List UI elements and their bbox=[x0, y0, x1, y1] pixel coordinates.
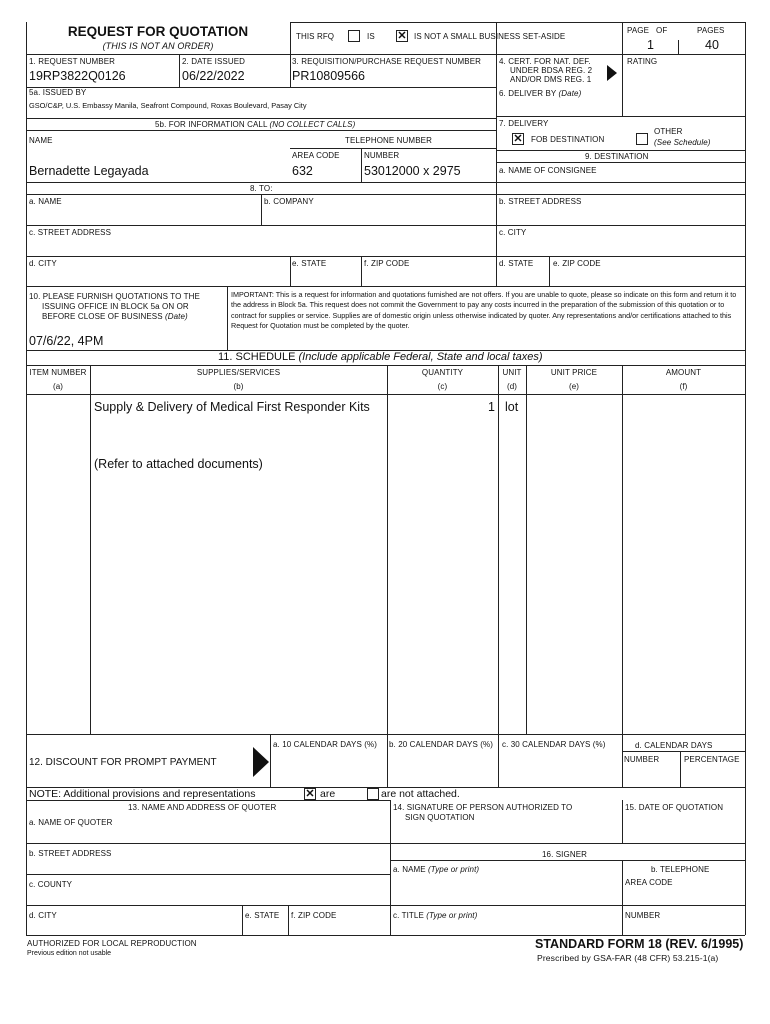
page-number: 1 bbox=[647, 38, 654, 52]
col-amount-sub: (f) bbox=[679, 382, 688, 391]
note-text: NOTE: Additional provisions and representations bbox=[29, 788, 256, 800]
fob-destination-checkbox[interactable]: ✕ bbox=[513, 133, 523, 145]
discount-percentage-label: PERCENTAGE bbox=[684, 755, 740, 764]
footer-authorized: AUTHORIZED FOR LOCAL REPRODUCTION bbox=[27, 939, 197, 948]
is-label: IS bbox=[367, 32, 375, 41]
cert-arrow-icon bbox=[607, 65, 617, 81]
col-unit-price: UNIT PRICE bbox=[550, 368, 598, 377]
signer-number-label: NUMBER bbox=[625, 911, 661, 920]
col-quantity-sub: (c) bbox=[437, 382, 448, 391]
signer-area-code-label: AREA CODE bbox=[625, 878, 673, 887]
to-company-label: b. COMPANY bbox=[264, 197, 314, 206]
request-number-field[interactable]: 19RP3822Q0126 bbox=[29, 69, 126, 83]
col-quantity: QUANTITY bbox=[421, 368, 464, 377]
rating-label: RATING bbox=[627, 57, 658, 66]
other-label: OTHER bbox=[654, 127, 683, 136]
consignee-label: a. NAME OF CONSIGNEE bbox=[499, 166, 597, 175]
to-state-label: e. STATE bbox=[292, 259, 327, 268]
provisions-not-attached-label: are not attached. bbox=[381, 788, 460, 800]
quoter-county-label: c. COUNTY bbox=[29, 880, 73, 889]
discount-label: 12. DISCOUNT FOR PROMPT PAYMENT bbox=[29, 757, 217, 768]
signer-title-label: c. TITLE (Type or print) bbox=[393, 911, 478, 920]
cert-label-3: AND/OR DMS REG. 1 bbox=[510, 75, 592, 84]
small-business-is-not-checkbox[interactable]: ✕ bbox=[397, 30, 407, 42]
provisions-are-label: are bbox=[320, 788, 336, 800]
destination-label: 9. DESTINATION bbox=[585, 152, 649, 161]
provisions-are-checkbox[interactable]: ✕ bbox=[305, 788, 315, 800]
area-code-label: AREA CODE bbox=[292, 151, 340, 160]
quoter-state-label: e. STATE bbox=[245, 911, 280, 920]
phone-number-field[interactable]: 53012000 x 2975 bbox=[364, 164, 461, 178]
discount-10-days: a. 10 CALENDAR DAYS (%) bbox=[273, 740, 377, 749]
issued-by-field[interactable]: GSO/C&P, U.S. Embassy Manila, Seafront Compound, Roxas Boulevard, Pasay City bbox=[29, 101, 307, 110]
cert-label-2: UNDER BDSA REG. 2 bbox=[510, 66, 593, 75]
to-city-label: d. CITY bbox=[29, 259, 57, 268]
small-business-is-checkbox[interactable] bbox=[348, 30, 360, 42]
form-title: REQUEST FOR QUOTATION bbox=[67, 24, 249, 39]
item-reference[interactable]: (Refer to attached documents) bbox=[94, 457, 263, 471]
pages-label: PAGES bbox=[697, 26, 725, 35]
schedule-title: 11. SCHEDULE (Include applicable Federal, State and local taxes) bbox=[218, 351, 543, 363]
discount-30-days: c. 30 CALENDAR DAYS (%) bbox=[502, 740, 606, 749]
destination-state-label: d. STATE bbox=[499, 259, 534, 268]
destination-city-label: c. CITY bbox=[499, 228, 527, 237]
col-supplies: SUPPLIES/SERVICES bbox=[196, 368, 281, 377]
quoter-zip-label: f. ZIP CODE bbox=[291, 911, 337, 920]
number-label: NUMBER bbox=[364, 151, 400, 160]
col-unit-sub: (d) bbox=[506, 382, 518, 391]
signer-label: 16. SIGNER bbox=[542, 850, 588, 859]
destination-street-label: b. STREET ADDRESS bbox=[499, 197, 582, 206]
important-notice: IMPORTANT: This is a request for information and quotations furnished are not offers. If you are unable to quote, please so indicate on this form and return it to the address in Block 5a. This request does not commit the Government to pay any costs incurred in the preparation of the submission of this quotation or to contract for supplies or service. Supplies are of domestic origin unless otherwise indicated by quoter. Any representations and/or certifications attached to this Request for Quotation must be completed by the quoter. bbox=[231, 290, 737, 330]
quoter-street-label: b. STREET ADDRESS bbox=[29, 849, 112, 858]
col-unit-price-sub: (e) bbox=[568, 382, 580, 391]
discount-arrow-icon bbox=[253, 747, 269, 777]
col-amount: AMOUNT bbox=[665, 368, 702, 377]
date-issued-label: 2. DATE ISSUED bbox=[182, 57, 246, 66]
col-item-number-sub: (a) bbox=[52, 382, 64, 391]
quotation-date-label: 15. DATE OF QUOTATION bbox=[625, 803, 724, 812]
item-quantity[interactable]: 1 bbox=[488, 400, 495, 414]
fob-destination-label: FOB DESTINATION bbox=[531, 135, 605, 144]
furnish-label-2: ISSUING OFFICE IN BLOCK 5a ON OR bbox=[42, 302, 189, 311]
item-unit[interactable]: lot bbox=[505, 400, 519, 414]
date-issued-field[interactable]: 06/22/2022 bbox=[182, 69, 245, 83]
this-rfq-label: THIS RFQ bbox=[296, 32, 335, 41]
discount-20-days: b. 20 CALENDAR DAYS (%) bbox=[389, 740, 493, 749]
prescribed-by: Prescribed by GSA-FAR (48 CFR) 53.215-1(a) bbox=[537, 953, 719, 963]
not-small-business-label: IS NOT A SMALL BUSINESS SET-ASIDE bbox=[414, 32, 566, 41]
quoter-city-label: d. CITY bbox=[29, 911, 57, 920]
to-zip-label: f. ZIP CODE bbox=[364, 259, 410, 268]
footer-previous-edition: Previous edition not usable bbox=[27, 950, 112, 957]
deliver-by-label: 6. DELIVER BY (Date) bbox=[499, 89, 582, 98]
contact-name-field[interactable]: Bernadette Legayada bbox=[29, 164, 149, 178]
request-number-label: 1. REQUEST NUMBER bbox=[29, 57, 116, 66]
provisions-not-attached-checkbox[interactable] bbox=[367, 788, 379, 800]
form-number: STANDARD FORM 18 (REV. 6/1995) bbox=[535, 937, 744, 951]
signer-telephone-label: b. TELEPHONE bbox=[651, 865, 710, 874]
furnish-label-1: 10. PLEASE FURNISH QUOTATIONS TO THE bbox=[29, 292, 200, 301]
form-subtitle: (THIS IS NOT AN ORDER) bbox=[102, 41, 214, 51]
to-street-label: c. STREET ADDRESS bbox=[29, 228, 112, 237]
quoter-name-label: a. NAME OF QUOTER bbox=[29, 818, 113, 827]
requisition-number-label: 3. REQUISITION/PURCHASE REQUEST NUMBER bbox=[292, 57, 482, 66]
col-item-number: ITEM NUMBER bbox=[29, 368, 87, 377]
see-schedule-label: (See Schedule) bbox=[654, 138, 711, 147]
to-label: 8. TO: bbox=[250, 184, 273, 193]
signature-label-1: 14. SIGNATURE OF PERSON AUTHORIZED TO bbox=[393, 803, 573, 812]
col-unit: UNIT bbox=[502, 368, 522, 377]
total-pages: 40 bbox=[705, 38, 719, 52]
item-description[interactable]: Supply & Delivery of Medical First Responder Kits bbox=[94, 400, 370, 414]
signature-label-2: SIGN QUOTATION bbox=[405, 813, 475, 822]
info-call-label: 5b. FOR INFORMATION CALL (NO COLLECT CALLS) bbox=[155, 120, 356, 129]
issued-by-label: 5a. ISSUED BY bbox=[29, 88, 87, 97]
discount-calendar-days: d. CALENDAR DAYS bbox=[635, 741, 713, 750]
requisition-number-field[interactable]: PR10809566 bbox=[292, 69, 365, 83]
area-code-field[interactable]: 632 bbox=[292, 164, 313, 178]
of-label: OF bbox=[656, 26, 668, 35]
telephone-label: TELEPHONE NUMBER bbox=[345, 136, 432, 145]
furnish-label-3: BEFORE CLOSE OF BUSINESS (Date) bbox=[42, 312, 188, 321]
quoter-address-label: 13. NAME AND ADDRESS OF QUOTER bbox=[128, 803, 277, 812]
signer-name-label: a. NAME (Type or print) bbox=[393, 865, 480, 874]
name-label: NAME bbox=[29, 136, 53, 145]
page-label: PAGE bbox=[627, 26, 650, 35]
destination-zip-label: e. ZIP CODE bbox=[553, 259, 601, 268]
cert-label-1: 4. CERT. FOR NAT. DEF. bbox=[499, 57, 591, 66]
quotation-due-date-field[interactable]: 07/6/22, 4PM bbox=[29, 334, 104, 348]
delivery-label: 7. DELIVERY bbox=[499, 119, 549, 128]
to-name-label: a. NAME bbox=[29, 197, 62, 206]
other-delivery-checkbox[interactable] bbox=[636, 133, 648, 145]
col-supplies-sub: (b) bbox=[233, 382, 244, 391]
discount-number-label: NUMBER bbox=[624, 755, 660, 764]
